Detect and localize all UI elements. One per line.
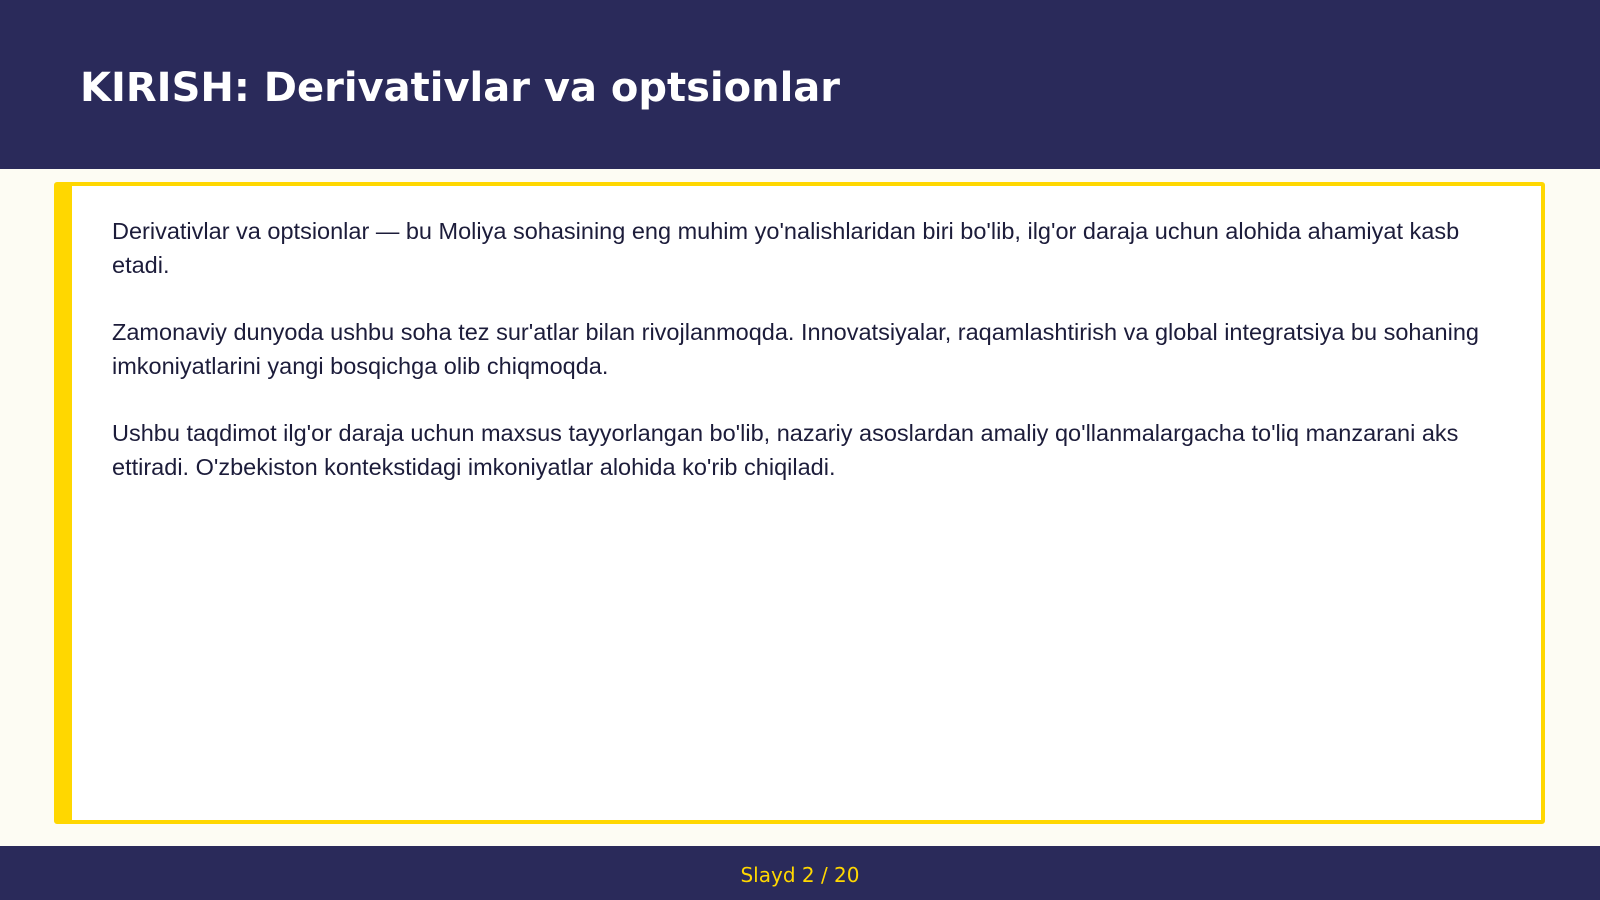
slide-header xyxy=(0,0,1600,169)
paragraph-modern-world: Zamonaviy dunyoda ushbu soha tez sur'atlar bilan rivojlanmoqda. Innovatsiyalar, raqamlashtirish va global integratsiya bu sohaning imkoniyatlarini yangi bosqichga olib chiqmoqda. xyxy=(112,319,1479,379)
slide-title: KIRISH: Derivativlar va optsionlar xyxy=(80,65,840,111)
slide-number: Slayd 2 / 20 xyxy=(740,863,860,887)
slide-footer xyxy=(0,846,1600,900)
paragraph-intro: Derivativlar va optsionlar — bu Moliya sohasining eng muhim yo'nalishlaridan biri bo'lib, ilg'or daraja uchun alohida ahamiyat kasb etadi. xyxy=(112,218,1460,278)
paragraph-list xyxy=(112,214,1501,517)
content-panel xyxy=(54,182,1545,824)
paragraph-presentation-scope: Ushbu taqdimot ilg'or daraja uchun maxsus tayyorlangan bo'lib, nazariy asoslardan amaliy qo'llanmalargacha to'liq manzarani aks ettiradi. O'zbekiston kontekstidagi imkoniyatlar alohida ko'rib chiqiladi. xyxy=(112,420,1459,480)
